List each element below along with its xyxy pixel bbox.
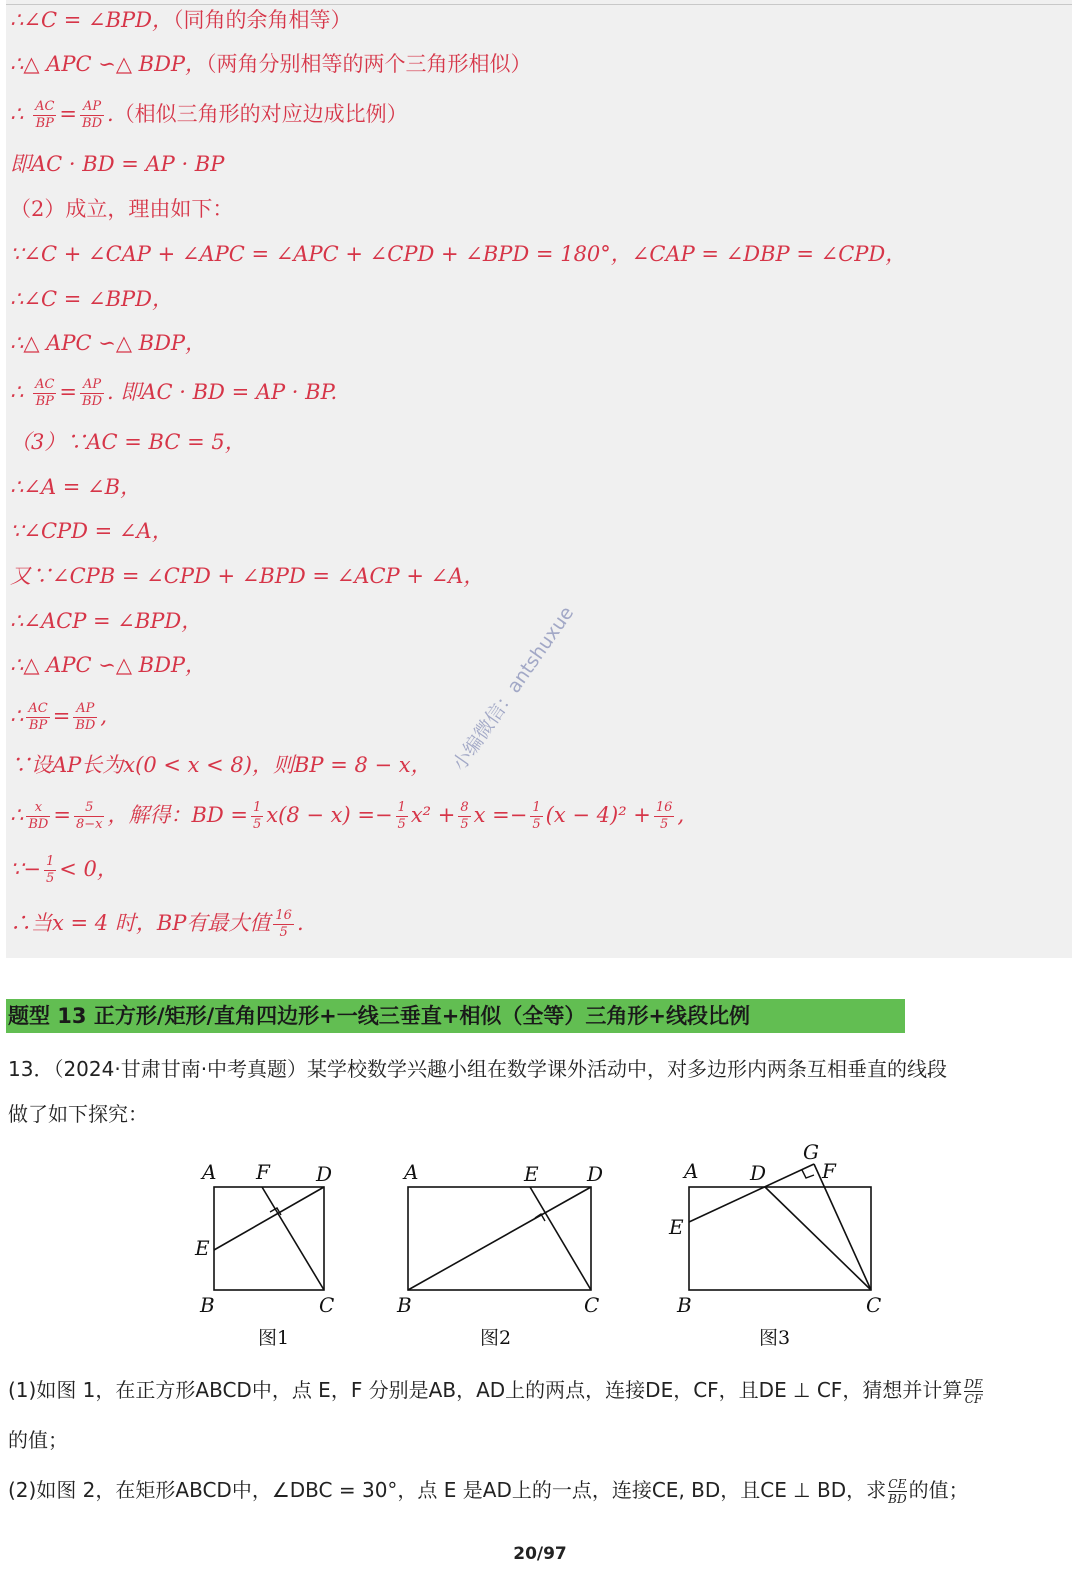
problem-intro-line: 13．（2024·甘肃甘南·中考真题）某学校数学兴趣小组在数学课外活动中，对多边形内两条互相垂直的线段 — [8, 1057, 948, 1081]
solution-line: ∴当x = 4 时，BP有最大值 $\frac{16}{5}$ . — [10, 908, 304, 940]
segment-bd — [408, 1187, 591, 1290]
solution-block — [6, 0, 1072, 958]
solution-line: ∴ $\frac{x}{BD}$ = $\frac{5}{8-x}$ ，解得：BD = $\frac{1}{5}$ x(8 − x) =− $\frac{1}{5}$ x² + $\frac{8}{5}$ x =− $\frac{1}{5}$ (x − 4)² + $\frac{16}{5}$ , — [10, 800, 685, 832]
solution-line: ∴∠C = ∠BPD，（同角的余角相等） — [10, 8, 352, 32]
solution-line: ∴△ APC ∽△ BDP， — [10, 331, 207, 355]
right-angle-mark — [535, 1214, 545, 1221]
solution-line: ∵∠CPD = ∠A， — [10, 519, 173, 543]
label-b: B — [200, 1293, 215, 1317]
solution-line: ∵− $\frac{1}{5}$ < 0， — [10, 854, 118, 886]
solution-line: （3）∵AC = BC = 5， — [10, 430, 246, 454]
label-a: A — [404, 1160, 419, 1184]
caption-fig2: 图2 — [480, 1327, 512, 1349]
fraction: $\frac{AC}{BP}$ — [28, 701, 48, 733]
segment-dc — [765, 1187, 871, 1290]
solution-line: ∴△ APC ∽△ BDP， — [10, 653, 207, 677]
page-number: 20/97 — [513, 1544, 567, 1564]
segment-de — [214, 1187, 324, 1250]
solution-line: ∴△ APC ∽△ BDP，（两角分别相等的两个三角形相似） — [10, 52, 532, 76]
problem-part2: (2)如图 2，在矩形ABCD中，∠DBC = 30°，点 E 是AD上的一点，连接CE, BD，且CE ⊥ BD，求 $\frac{CE}{BD}$ 的值； — [8, 1477, 969, 1506]
fraction: $\frac{1}{5}$ — [45, 854, 55, 886]
fraction: $\frac{AP}{BD}$ — [82, 99, 102, 131]
fraction: $\frac{AP}{BD}$ — [75, 701, 96, 733]
fraction-ce-bd: $\frac{CE}{BD}$ — [888, 1477, 907, 1506]
watermark: 小编微信：antshuxue — [448, 602, 579, 775]
label-c: C — [584, 1293, 600, 1317]
solution-line: 又∵∠CPB = ∠CPD + ∠BPD = ∠ACP + ∠A， — [10, 564, 485, 588]
label-g: G — [803, 1140, 819, 1164]
label-d: D — [316, 1162, 333, 1186]
figure-2 — [390, 1155, 620, 1355]
solution-line: ∴∠A = ∠B， — [10, 475, 142, 499]
label-a: A — [684, 1159, 699, 1183]
label-e: E — [524, 1162, 539, 1186]
label-d: D — [587, 1162, 604, 1186]
solution-line: 即AC · BD = AP · BP — [10, 152, 225, 176]
problem-intro-line: 做了如下探究： — [8, 1102, 148, 1126]
caption-fig1: 图1 — [258, 1327, 290, 1349]
fraction: $\frac{AC}{BP}$ — [35, 99, 55, 131]
square-abcd — [214, 1187, 324, 1290]
fraction: $\frac{16}{5}$ — [275, 908, 292, 940]
label-f: F — [822, 1159, 836, 1183]
fraction: $\frac{1}{5}$ — [253, 800, 262, 832]
fraction: $\frac{x}{BD}$ — [28, 800, 49, 832]
solution-line: ∴∠ACP = ∠BPD， — [10, 609, 203, 633]
solution-line: ∴ $\frac{AC}{BP}$ = $\frac{AP}{BD}$ , — [10, 701, 107, 733]
right-angle-mark — [802, 1170, 814, 1178]
label-e: E — [669, 1215, 684, 1239]
label-c: C — [319, 1293, 335, 1317]
fraction: $\frac{AC}{BP}$ — [35, 377, 55, 409]
solution-line: ∴∠C = ∠BPD， — [10, 287, 173, 311]
figure-1 — [190, 1155, 350, 1355]
fraction: $\frac{1}{5}$ — [397, 800, 406, 832]
label-f: F — [256, 1160, 270, 1184]
caption-fig3: 图3 — [759, 1327, 791, 1349]
section-heading: 题型 13 正方形/矩形/直角四边形+一线三垂直+相似（全等）三角形+线段比例 — [6, 999, 905, 1033]
solution-line: （2）成立，理由如下： — [10, 197, 234, 221]
fraction: $\frac{AP}{BD}$ — [82, 377, 102, 409]
segment-ce — [530, 1187, 591, 1290]
fraction: $\frac{16}{5}$ — [655, 800, 673, 832]
figure-3 — [660, 1135, 890, 1355]
fraction: $\frac{1}{5}$ — [532, 800, 541, 832]
problem-part1-end: 的值； — [8, 1428, 68, 1452]
solution-line: ∵设AP长为x(0 < x < 8)，则BP = 8 − x， — [10, 753, 432, 777]
label-e: E — [195, 1236, 210, 1260]
label-b: B — [677, 1293, 692, 1317]
solution-line: ∴ $\frac{AC}{BP}$ = $\frac{AP}{BD}$ . 即AC · BD = AP · BP. — [10, 377, 338, 409]
fraction: $\frac{5}{8-x}$ — [75, 800, 103, 832]
label-a: A — [202, 1160, 217, 1184]
fraction: $\frac{8}{5}$ — [460, 800, 469, 832]
fraction-de-cf: $\frac{DE}{CF}$ — [964, 1377, 983, 1406]
label-d: D — [750, 1161, 767, 1185]
label-b: B — [397, 1293, 412, 1317]
segment-cf — [262, 1187, 324, 1290]
problem-part1: (1)如图 1，在正方形ABCD中，点 E，F 分别是AB，AD上的两点，连接DE，CF，且DE ⊥ CF，猜想并计算 $\frac{DE}{CF}$ — [8, 1377, 983, 1406]
solution-line: ∵∠C + ∠CAP + ∠APC = ∠APC + ∠CPD + ∠BPD = 180°，∠CAP = ∠DBP = ∠CPD， — [10, 242, 907, 266]
solution-line: ∴ $\frac{AC}{BP}$ = $\frac{AP}{BD}$ .（相似三角形的对应边成比例） — [10, 99, 408, 131]
label-c: C — [866, 1293, 882, 1317]
